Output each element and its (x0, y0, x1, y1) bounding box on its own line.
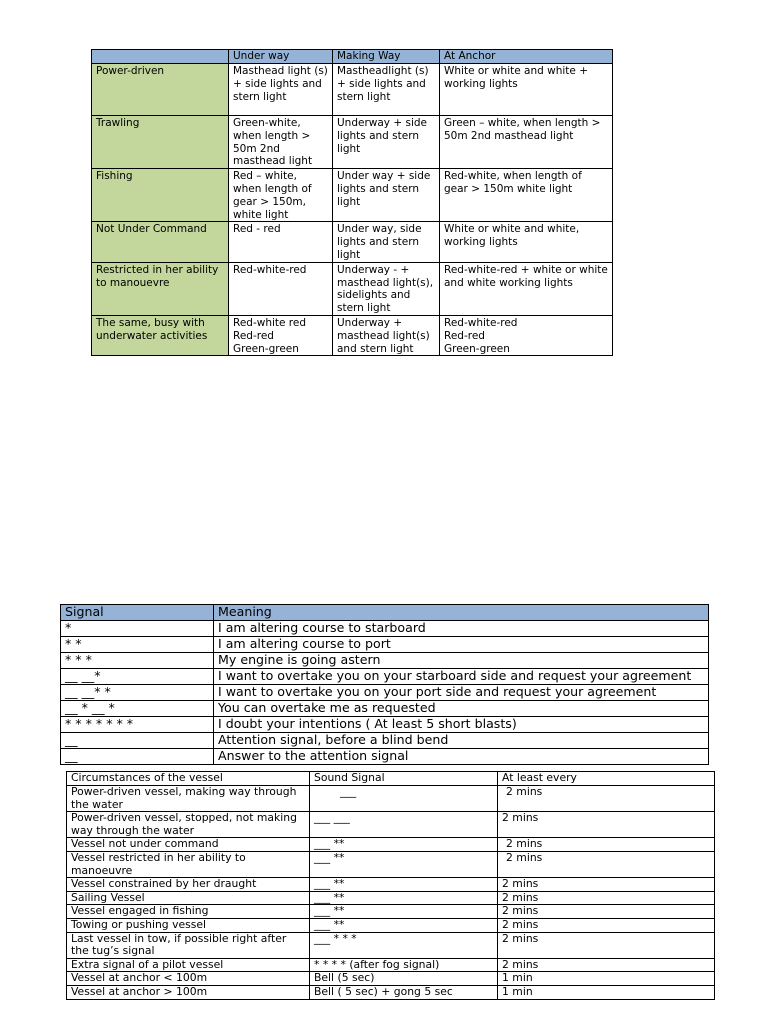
interval-text: 2 mins (506, 837, 543, 851)
column-header: Circumstances of the vessel (67, 772, 310, 786)
table-row (67, 786, 715, 812)
table-cell: Green-white, when length > 50m 2nd masthead light (229, 116, 333, 169)
interval-cell: 2 mins (498, 958, 715, 972)
sound-signal-cell (310, 786, 498, 812)
table-row (92, 262, 613, 315)
table-row (61, 621, 709, 637)
sound-signal-text: ___ (340, 785, 357, 798)
table-row (67, 891, 715, 905)
cell-line: Masthead light (s) (233, 65, 328, 77)
table-cell: Red - red (229, 222, 333, 262)
table-row (61, 717, 709, 733)
row-header: Trawling (92, 116, 229, 169)
signal-cell: __ __* * (61, 685, 214, 701)
cell-line: Red-white red (233, 316, 307, 329)
interval-text: 2 mins (506, 850, 543, 864)
table-row (67, 838, 715, 852)
interval-cell: 2 mins (498, 812, 715, 838)
column-header (92, 50, 229, 64)
table-cell: Red-white, when length of gear > 150m white light (440, 169, 613, 222)
table-row (61, 653, 709, 669)
table-row (92, 169, 613, 222)
signal-cell: __ * __ * (61, 701, 214, 717)
circumstance-cell: Power-driven vessel, making way through the water (67, 786, 310, 812)
circumstance-cell: Towing or pushing vessel (67, 918, 310, 932)
table-row (67, 812, 715, 838)
meaning-cell: You can overtake me as requested (214, 701, 709, 717)
column-header: At least every (498, 772, 715, 786)
table-header-row (92, 50, 613, 64)
sound-signal-cell: ___ ** (310, 878, 498, 892)
meaning-cell: I am altering course to starboard (214, 621, 709, 637)
table-row (61, 749, 709, 765)
signal-cell: __ (61, 733, 214, 749)
interval-text: 2 mins (506, 785, 543, 798)
table-row (67, 918, 715, 932)
column-header: Making Way (333, 50, 440, 64)
table-row (61, 701, 709, 717)
cell-line: Red-red (444, 329, 485, 342)
sound-signal-cell: Bell ( 5 sec) + gong 5 sec (310, 985, 498, 999)
table-row (61, 685, 709, 701)
meaning-cell: I want to overtake you on your starboard side and request your agreement (214, 669, 709, 685)
signal-cell: __ (61, 749, 214, 765)
table-cell: White or white and white + working lights (440, 64, 613, 116)
sound-signal-cell: ___ ** (310, 838, 498, 852)
table-row (67, 972, 715, 986)
table-row (67, 932, 715, 958)
signal-cell: * * * * * * * (61, 717, 214, 733)
interval-cell (498, 851, 715, 877)
interval-cell (498, 838, 715, 852)
interval-cell: 2 mins (498, 932, 715, 958)
column-header: At Anchor (440, 50, 613, 64)
table-cell: White or white and white, working lights (440, 222, 613, 262)
table-row (67, 851, 715, 877)
cell-line: Green-green (444, 342, 510, 355)
table-cell (440, 315, 613, 355)
interval-cell (498, 786, 715, 812)
table-row (61, 637, 709, 653)
table-cell: Mastheadlight (s) + side lights and stern light (333, 64, 440, 116)
table-cell: Underway - + masthead light(s), sidelights and stern light (333, 262, 440, 315)
table-cell: Green – white, when length > 50m 2nd masthead light (440, 116, 613, 169)
sound-signal-cell: * * * * (after fog signal) (310, 958, 498, 972)
cell-line: Red-red (233, 329, 274, 342)
table-row (92, 116, 613, 169)
sound-signal-cell: ___ ** (310, 918, 498, 932)
row-header: Fishing (92, 169, 229, 222)
meaning-cell: My engine is going astern (214, 653, 709, 669)
meaning-cell: Answer to the attention signal (214, 749, 709, 765)
interval-cell: 1 min (498, 985, 715, 999)
sound-signal-cell: ___ * * * (310, 932, 498, 958)
interval-cell: 2 mins (498, 905, 715, 919)
table-row (67, 878, 715, 892)
signal-cell: * (61, 621, 214, 637)
sound-signal-cell: ___ ** (310, 891, 498, 905)
row-header: Not Under Command (92, 222, 229, 262)
table-row (92, 64, 613, 116)
cell-line: Green-green (233, 342, 299, 355)
meaning-cell: I want to overtake you on your port side and request your agreement (214, 685, 709, 701)
sound-signal-cell: ___ ___ (310, 812, 498, 838)
table-row (61, 733, 709, 749)
table-cell: Red-white-red (229, 262, 333, 315)
meaning-cell: Attention signal, before a blind bend (214, 733, 709, 749)
column-header: Signal (61, 605, 214, 621)
cell-line: Red-white-red (444, 316, 518, 329)
manoeuvring-signals-table (60, 604, 709, 765)
vessel-lights-table (91, 49, 613, 356)
row-header: Power-driven (92, 64, 229, 116)
table-row (67, 985, 715, 999)
interval-cell: 2 mins (498, 918, 715, 932)
table-cell: Underway + side lights and stern light (333, 116, 440, 169)
row-header: Restricted in her ability to manouevre (92, 262, 229, 315)
cell-line: + side lights and stern light (233, 77, 322, 103)
circumstance-cell: Sailing Vessel (67, 891, 310, 905)
column-header: Meaning (214, 605, 709, 621)
table-cell: Under way + side lights and stern light (333, 169, 440, 222)
table-row (67, 958, 715, 972)
table-cell (229, 64, 333, 116)
column-header: Sound Signal (310, 772, 498, 786)
sound-signal-cell: Bell (5 sec) (310, 972, 498, 986)
table-header-row (67, 772, 715, 786)
table-cell: Underway + masthead light(s) and stern light (333, 315, 440, 355)
row-header: The same, busy with underwater activities (92, 315, 229, 355)
table-cell: Under way, side lights and stern light (333, 222, 440, 262)
meaning-cell: I am altering course to port (214, 637, 709, 653)
circumstance-cell: Vessel at anchor < 100m (67, 972, 310, 986)
table-row (67, 905, 715, 919)
column-header: Under way (229, 50, 333, 64)
circumstance-cell: Extra signal of a pilot vessel (67, 958, 310, 972)
table-cell (229, 315, 333, 355)
circumstance-cell: Vessel restricted in her ability to manoeuvre (67, 851, 310, 877)
table-header-row (61, 605, 709, 621)
circumstance-cell: Vessel engaged in fishing (67, 905, 310, 919)
circumstance-cell: Vessel at anchor > 100m (67, 985, 310, 999)
circumstance-cell: Last vessel in tow, if possible right after the tug’s signal (67, 932, 310, 958)
circumstance-cell: Vessel not under command (67, 838, 310, 852)
interval-cell: 2 mins (498, 878, 715, 892)
meaning-cell: I doubt your intentions ( At least 5 short blasts) (214, 717, 709, 733)
table-row (61, 669, 709, 685)
circumstance-cell: Power-driven vessel, stopped, not making way through the water (67, 812, 310, 838)
sound-signals-table (66, 771, 715, 1000)
signal-cell: __ __* (61, 669, 214, 685)
circumstance-cell: Vessel constrained by her draught (67, 878, 310, 892)
sound-signal-cell: ___ ** (310, 851, 498, 877)
table-cell: Red – white, when length of gear > 150m, white light (229, 169, 333, 222)
signal-cell: * * * (61, 653, 214, 669)
table-cell: Red-white-red + white or white and white working lights (440, 262, 613, 315)
interval-cell: 2 mins (498, 891, 715, 905)
table-row (92, 315, 613, 355)
sound-signal-cell: ___ ** (310, 905, 498, 919)
table-row (92, 222, 613, 262)
interval-cell: 1 min (498, 972, 715, 986)
signal-cell: * * (61, 637, 214, 653)
